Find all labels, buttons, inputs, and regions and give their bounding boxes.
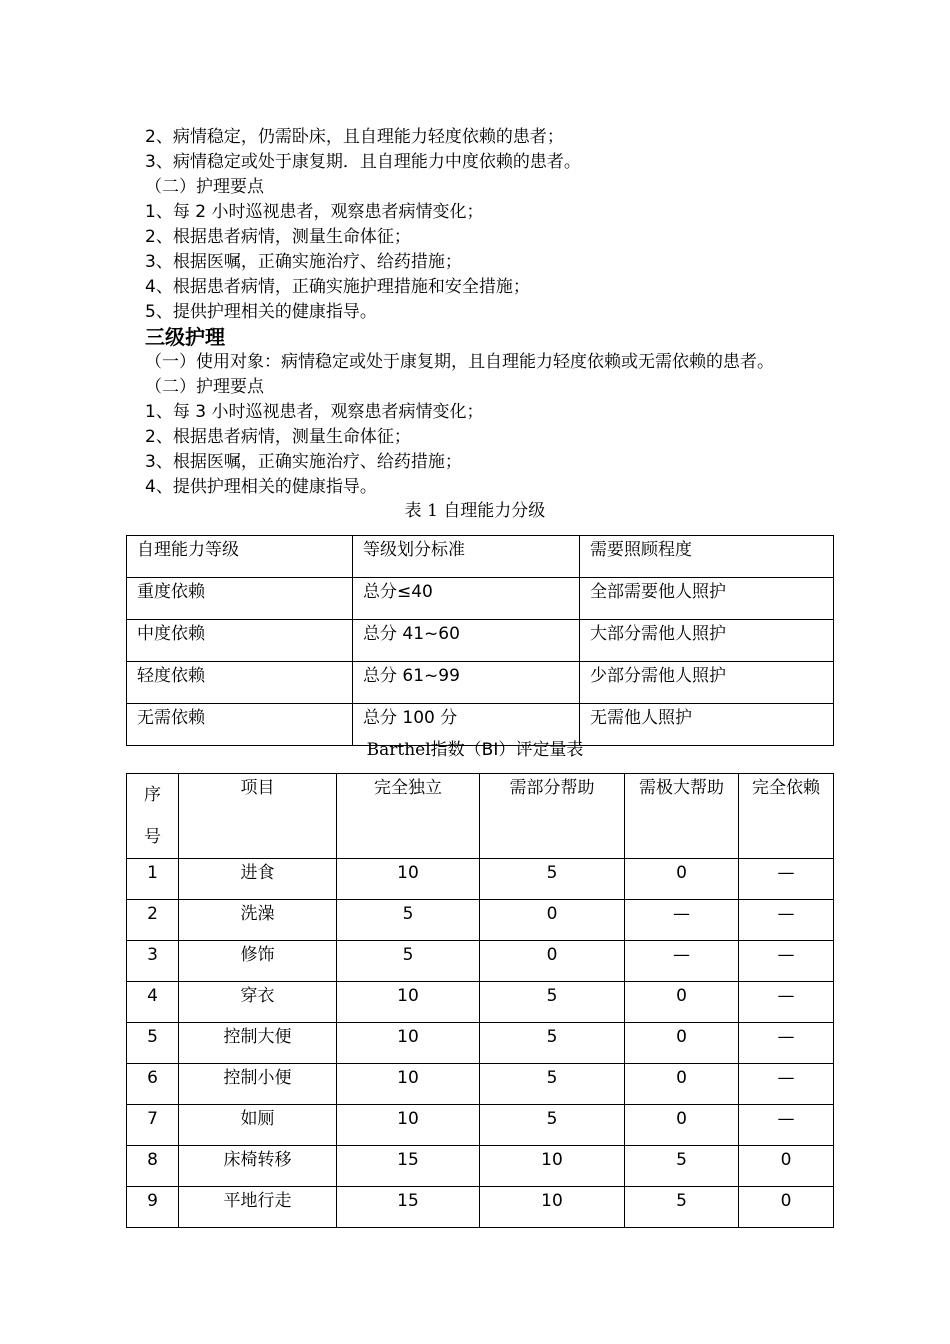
table-cell: — xyxy=(739,941,834,982)
table-cell: 平地行走 xyxy=(179,1187,337,1228)
text-line: 2、根据患者病情，测量生命体征； xyxy=(145,227,411,247)
table-cell: — xyxy=(625,941,739,982)
table-header-cell: 需部分帮助 xyxy=(480,774,625,859)
table-cell: 0 xyxy=(625,1064,739,1105)
table1-caption-text: 自理能力分级 xyxy=(443,501,546,521)
table-cell: 总分 41~60 xyxy=(353,620,580,662)
table-cell: — xyxy=(739,982,834,1023)
table-cell: 如厕 xyxy=(179,1105,337,1146)
table-cell: 5 xyxy=(480,1023,625,1064)
table-row xyxy=(127,578,834,620)
table-cell: 2 xyxy=(127,900,179,941)
table-cell: 10 xyxy=(337,1023,480,1064)
table2-caption xyxy=(0,738,950,762)
table-cell: 0 xyxy=(625,982,739,1023)
table-cell: 10 xyxy=(337,1064,480,1105)
section-heading: 三级护理 xyxy=(145,325,225,349)
table-cell: 7 xyxy=(127,1105,179,1146)
table-cell: 5 xyxy=(480,1105,625,1146)
table-cell: 5 xyxy=(127,1023,179,1064)
table-row xyxy=(127,1023,834,1064)
table-cell: 进食 xyxy=(179,859,337,900)
self-care-table xyxy=(126,535,834,746)
table-cell: 0 xyxy=(739,1146,834,1187)
table-cell: 总分 61~99 xyxy=(353,662,580,704)
table-cell: 床椅转移 xyxy=(179,1146,337,1187)
text-line: 3、病情稳定或处于康复期．且自理能力中度依赖的患者。 xyxy=(145,152,581,172)
table-cell: 总分 100 分 xyxy=(353,704,580,746)
table-cell: 15 xyxy=(337,1187,480,1228)
table-cell: 15 xyxy=(337,1146,480,1187)
table2-caption-text: 指数（BI）评定量表 xyxy=(430,740,584,760)
table-row xyxy=(127,662,834,704)
table-cell: 0 xyxy=(625,1105,739,1146)
text-line: 4、提供护理相关的健康指导。 xyxy=(145,477,377,497)
table-cell: 10 xyxy=(480,1187,625,1228)
table-cell: 0 xyxy=(480,941,625,982)
table-cell: 5 xyxy=(480,982,625,1023)
seq-header-char: 序 xyxy=(144,785,161,805)
table-header-cell: 自理能力等级 xyxy=(127,536,353,578)
text-line: 1、每 3 小时巡视患者，观察患者病情变化； xyxy=(145,402,484,422)
table2-caption-prefix: Barthel xyxy=(366,740,431,760)
table-header-cell: 完全依赖 xyxy=(739,774,834,859)
table-cell: 修饰 xyxy=(179,941,337,982)
table-cell: 控制小便 xyxy=(179,1064,337,1105)
table-cell: 重度依赖 xyxy=(127,578,353,620)
table-cell: 5 xyxy=(337,941,480,982)
text-line: 3、根据医嘱，正确实施治疗、给药措施； xyxy=(145,252,462,272)
table-row xyxy=(127,1187,834,1228)
table-row xyxy=(127,941,834,982)
table-cell: 无需依赖 xyxy=(127,704,353,746)
table-cell: 无需他人照护 xyxy=(580,704,834,746)
table-cell: — xyxy=(739,1064,834,1105)
table-cell: 9 xyxy=(127,1187,179,1228)
table-row xyxy=(127,1105,834,1146)
table-cell: 10 xyxy=(480,1146,625,1187)
table-row xyxy=(127,620,834,662)
table-cell: 1 xyxy=(127,859,179,900)
table-cell: — xyxy=(739,900,834,941)
table-cell: 10 xyxy=(337,982,480,1023)
table-cell: — xyxy=(739,859,834,900)
table-header-cell: 项目 xyxy=(179,774,337,859)
text-line: 5、提供护理相关的健康指导。 xyxy=(145,302,377,322)
table-cell: 5 xyxy=(480,859,625,900)
table-header-cell: 完全独立 xyxy=(337,774,480,859)
text-line: 2、病情稳定，仍需卧床，且自理能力轻度依赖的患者； xyxy=(145,127,564,147)
table-cell: 全部需要他人照护 xyxy=(580,578,834,620)
table-row xyxy=(127,982,834,1023)
table-header-cell: 需要照顾程度 xyxy=(580,536,834,578)
table-header-cell xyxy=(127,774,179,859)
table-cell: — xyxy=(739,1105,834,1146)
text-line: 4、根据患者病情，正确实施护理措施和安全措施； xyxy=(145,277,530,297)
table-cell: 控制大便 xyxy=(179,1023,337,1064)
table-cell: 少部分需他人照护 xyxy=(580,662,834,704)
subheading: （二）护理要点 xyxy=(145,177,264,197)
table-row xyxy=(127,1146,834,1187)
table-cell: 大部分需他人照护 xyxy=(580,620,834,662)
table-cell: 洗澡 xyxy=(179,900,337,941)
table-header-row xyxy=(127,536,834,578)
text-line: （一）使用对象：病情稳定或处于康复期，且自理能力轻度依赖或无需依赖的患者。 xyxy=(145,352,774,372)
table-cell: 8 xyxy=(127,1146,179,1187)
table1-caption xyxy=(0,499,950,523)
table-cell: 0 xyxy=(625,1023,739,1064)
table-cell: 0 xyxy=(625,859,739,900)
table-cell: — xyxy=(625,900,739,941)
table-cell: 10 xyxy=(337,1105,480,1146)
table-cell: 3 xyxy=(127,941,179,982)
table-cell: 中度依赖 xyxy=(127,620,353,662)
text-line: 3、根据医嘱，正确实施治疗、给药措施； xyxy=(145,452,462,472)
table-row xyxy=(127,859,834,900)
subheading: （二）护理要点 xyxy=(145,377,264,397)
table-cell: 4 xyxy=(127,982,179,1023)
table-cell: — xyxy=(739,1023,834,1064)
table-cell: 总分≤40 xyxy=(353,578,580,620)
text-line: 1、每 2 小时巡视患者，观察患者病情变化； xyxy=(145,202,484,222)
table-cell: 5 xyxy=(625,1146,739,1187)
table-cell: 0 xyxy=(480,900,625,941)
table-cell: 10 xyxy=(337,859,480,900)
table-cell: 5 xyxy=(625,1187,739,1228)
table-cell: 穿衣 xyxy=(179,982,337,1023)
table-header-cell: 需极大帮助 xyxy=(625,774,739,859)
barthel-index-table xyxy=(126,773,834,1228)
table-header-cell: 等级划分标准 xyxy=(353,536,580,578)
seq-header-char: 号 xyxy=(144,827,161,847)
table-row xyxy=(127,1064,834,1105)
table-row xyxy=(127,900,834,941)
table-cell: 轻度依赖 xyxy=(127,662,353,704)
table-cell: 5 xyxy=(480,1064,625,1105)
table-cell: 0 xyxy=(739,1187,834,1228)
table-cell: 5 xyxy=(337,900,480,941)
table-header-row xyxy=(127,774,834,859)
text-line: 2、根据患者病情，测量生命体征； xyxy=(145,427,411,447)
table-cell: 6 xyxy=(127,1064,179,1105)
table1-caption-prefix: 表 1 xyxy=(404,501,438,521)
